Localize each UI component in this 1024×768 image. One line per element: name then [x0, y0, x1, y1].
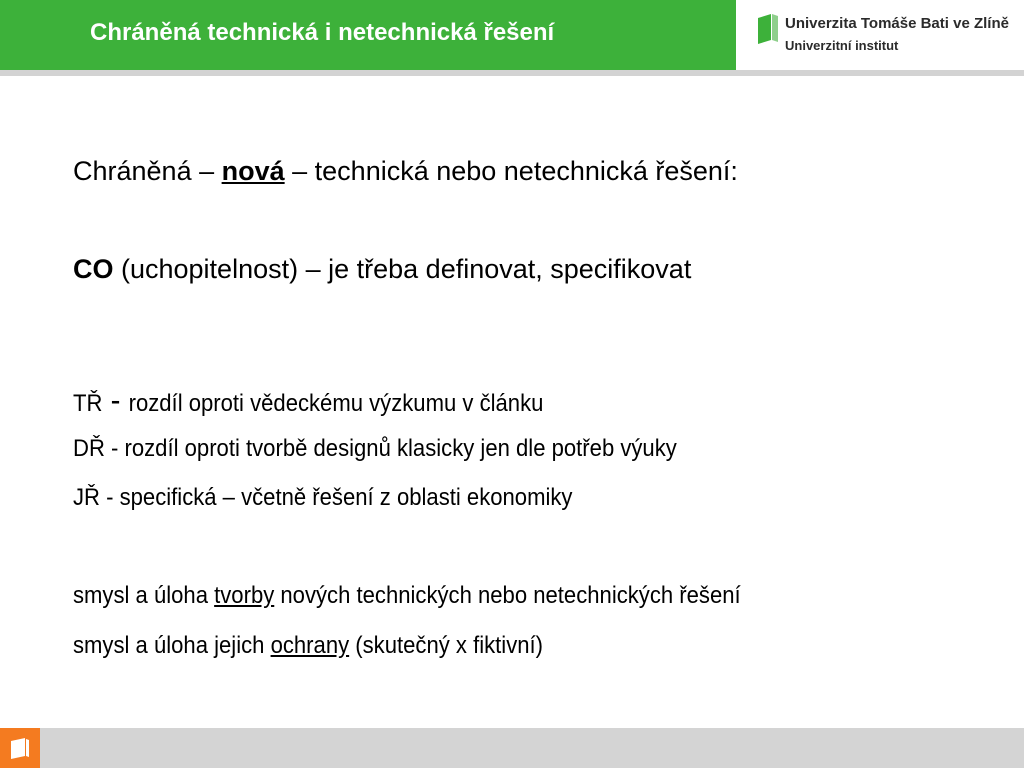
jr-line	[73, 484, 572, 512]
tr-text: rozdíl oproti vědeckému výzkumu v článku	[128, 390, 544, 417]
smysl-ochrany-line	[73, 632, 543, 660]
heading-text-before: Chráněná –	[73, 156, 222, 186]
footer-bar	[0, 728, 1024, 768]
smysl2-before: smysl a úloha jejich	[73, 632, 271, 659]
dr-text: DŘ - rozdíl oproti tvorbě designů klasicky jen dle potřeb výuky	[73, 435, 677, 462]
header-divider	[0, 70, 1024, 76]
slide-title: Chráněná technická i netechnická řešení	[90, 19, 555, 46]
university-name: Univerzita Tomáše Bati ve Zlíně	[785, 15, 1009, 32]
co-text: (uchopitelnost) – je třeba definovat, specifikovat	[113, 254, 692, 284]
smysl2-underline: ochrany	[270, 632, 350, 659]
co-label: CO	[73, 254, 114, 284]
smysl1-after: nových technických nebo netechnických řešení	[274, 582, 741, 609]
footer-badge	[0, 728, 40, 768]
university-logo-area	[736, 0, 1024, 70]
smysl1-underline: tvorby	[214, 582, 275, 609]
dr-line	[73, 435, 677, 463]
book-icon	[8, 736, 32, 760]
smysl2-after: (skutečný x fiktivní)	[349, 632, 544, 659]
institute-name: Univerzitní institut	[785, 38, 899, 53]
header-bar	[0, 0, 736, 70]
smysl1-before: smysl a úloha	[73, 582, 215, 609]
university-logo-icon	[758, 14, 778, 44]
jr-text: JŘ - specifická – včetně řešení z oblasti ekonomiky	[73, 484, 573, 511]
tr-line	[73, 382, 543, 419]
heading-emphasis: nová	[221, 156, 285, 186]
heading-line	[73, 156, 738, 187]
tr-dash: -	[102, 382, 129, 418]
heading-text-after: – technická nebo netechnická řešení:	[284, 156, 738, 186]
tr-label: TŘ	[73, 390, 103, 417]
co-line	[73, 254, 691, 285]
smysl-tvorby-line	[73, 582, 741, 610]
